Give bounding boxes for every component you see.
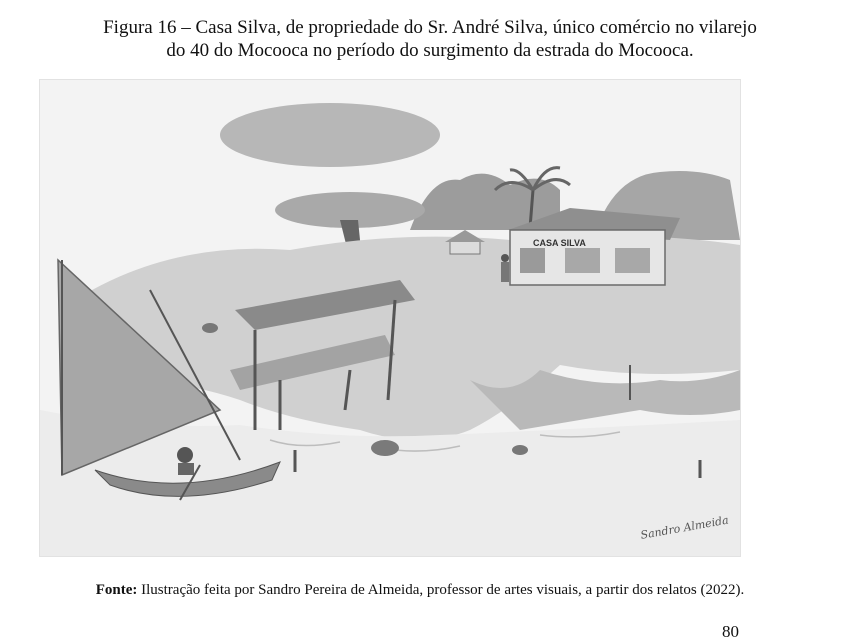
source-text: Ilustração feita por Sandro Pereira de Almeida, professor de artes visuais, a partir dos relatos (2022).	[137, 582, 745, 598]
caption-line-1: Figura 16 – Casa Silva, de propriedade do Sr. André Silva, único comércio no vilarejo	[103, 17, 757, 38]
illustration-drawing	[40, 80, 740, 556]
source-label: Fonte:	[95, 582, 138, 598]
caption-line-2: do 40 do Mocooca no período do surgimento da estrada do Mocooca.	[166, 40, 694, 61]
artist-signature: Sandro Almeida	[639, 513, 730, 542]
shop-sign: CASA SILVA	[533, 238, 586, 248]
figure-caption	[30, 16, 830, 62]
page-number: 80	[722, 622, 739, 641]
illustration	[39, 79, 741, 557]
figure-source	[60, 581, 780, 599]
